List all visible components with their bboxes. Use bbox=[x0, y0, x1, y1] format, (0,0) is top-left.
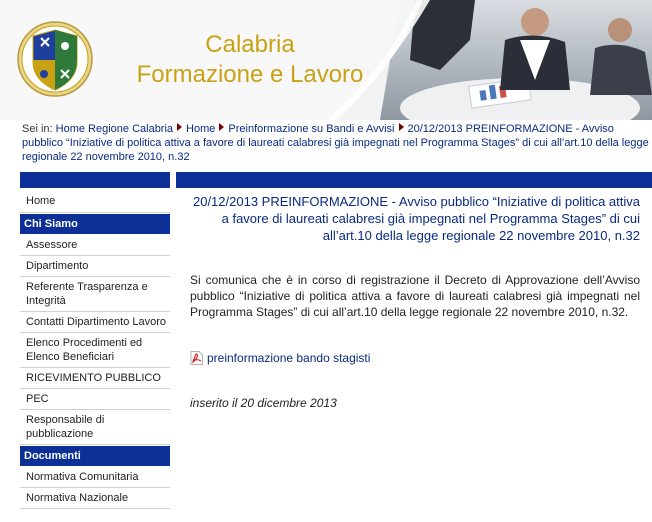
sidebar-section-chi-siamo[interactable]: Chi Siamo bbox=[20, 214, 170, 234]
sidebar-item-home[interactable]: Home bbox=[20, 188, 170, 213]
site-title-line1: Calabria bbox=[205, 31, 295, 58]
sidebar-section-documenti[interactable]: Documenti bbox=[20, 446, 170, 466]
sidebar-top-bar bbox=[20, 172, 170, 188]
article-body: Si comunica che è in corso di registrazione il Decreto di Approvazione dell’Avviso pubblico “Iniziative di politica attiva a favore di laureati calabresi già impegnati nel Programma Stages” di cui all’art.10 della legge regionale 22 novembre 2010, n.32. bbox=[190, 273, 640, 319]
sidebar-item-responsabile-pubblicazione[interactable]: Responsabile di pubblicazione bbox=[20, 410, 170, 445]
main-content bbox=[190, 193, 640, 410]
site-title-line2: Formazione e Lavoro bbox=[136, 61, 364, 88]
sidebar-item-assessore[interactable]: Assessore bbox=[20, 235, 170, 256]
attachment-label[interactable]: preinformazione bando stagisti bbox=[207, 351, 371, 365]
breadcrumb-home[interactable]: Home bbox=[186, 123, 216, 135]
breadcrumb-prefix: Sei in: bbox=[22, 123, 53, 135]
sidebar-item-dipartimento[interactable]: Dipartimento bbox=[20, 256, 170, 277]
breadcrumb-current: 20/12/2013 PREINFORMAZIONE - Avviso pubblico “Iniziative di politica attiva a favore di laureati calabresi già impegnati nel Programma Stages” di cui all’art.10 della legge regionale 22 novembre 2010, n.32 bbox=[22, 123, 649, 163]
site-title[interactable] bbox=[100, 30, 400, 90]
sidebar-nav bbox=[20, 172, 170, 509]
breadcrumb-preinformazione[interactable]: Preinformazione su Bandi e Avvisi bbox=[228, 123, 395, 135]
sidebar-item-normativa-nazionale[interactable]: Normativa Nazionale bbox=[20, 488, 170, 509]
publication-date: inserito il 20 dicembre 2013 bbox=[190, 396, 337, 410]
content-top-bar bbox=[176, 172, 652, 188]
breadcrumb-arrow-icon bbox=[399, 123, 404, 131]
sidebar-item-referente-trasparenza[interactable]: Referente Trasparenza e Integrità bbox=[20, 277, 170, 312]
regione-calabria-logo[interactable] bbox=[17, 18, 93, 100]
sidebar-item-contatti-dipartimento[interactable]: Contatti Dipartimento Lavoro bbox=[20, 312, 170, 333]
sidebar-item-normativa-comunitaria[interactable]: Normativa Comunitaria bbox=[20, 467, 170, 488]
breadcrumb-arrow-icon bbox=[219, 123, 224, 131]
pdf-icon bbox=[190, 351, 203, 365]
sidebar-item-pec[interactable]: PEC bbox=[20, 389, 170, 410]
breadcrumb bbox=[22, 122, 652, 164]
sidebar-item-ricevimento-pubblico[interactable]: RICEVIMENTO PUBBLICO bbox=[20, 368, 170, 389]
breadcrumb-arrow-icon bbox=[177, 123, 182, 131]
attachment-link[interactable] bbox=[190, 350, 640, 366]
breadcrumb-home-regione[interactable]: Home Regione Calabria bbox=[55, 123, 174, 135]
site-header bbox=[0, 0, 652, 120]
sidebar-item-elenco-procedimenti[interactable]: Elenco Procedimenti ed Elenco Beneficiari bbox=[20, 333, 170, 368]
article-title: 20/12/2013 PREINFORMAZIONE - Avviso pubblico “Iniziative di politica attiva a favore di laureati calabresi già impegnati nel Programma Stages” di cui all’art.10 della legge regionale 22 novembre 2010, n.32 bbox=[192, 194, 640, 243]
